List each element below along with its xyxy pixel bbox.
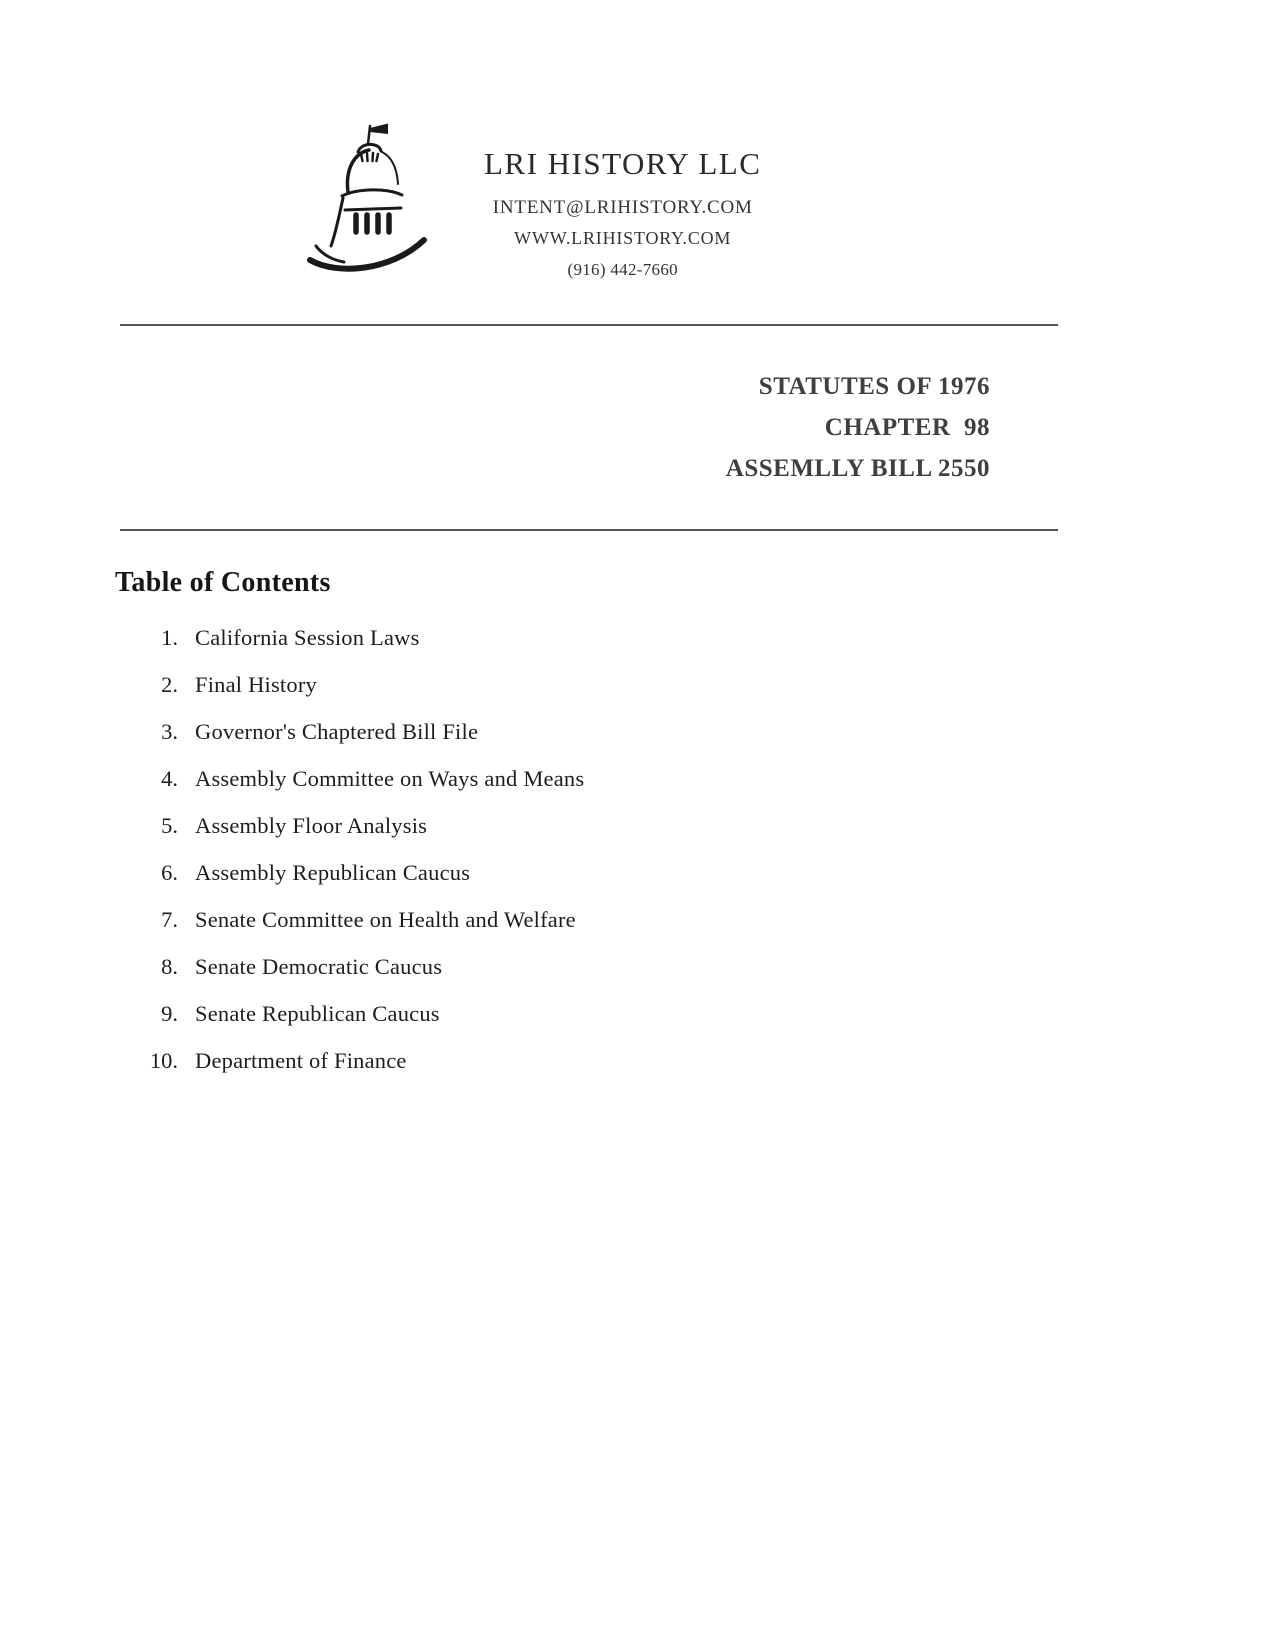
document-header [0, 0, 1276, 284]
toc-item-number: 3. [161, 719, 178, 744]
toc-item-number: 5. [161, 813, 178, 838]
toc-item-number: 4. [161, 766, 178, 791]
toc-item [128, 719, 1276, 766]
divider-top [120, 324, 1058, 326]
toc-item-number: 6. [161, 860, 178, 885]
email-text: INTENT@LRIHISTORY.COM [492, 197, 753, 218]
toc-item [128, 1048, 1276, 1095]
toc-item-label: Assembly Floor Analysis [195, 813, 428, 838]
company-contact-block [484, 146, 761, 280]
toc-item-number: 1. [161, 625, 178, 650]
statute-title-block [0, 366, 990, 489]
toc-item-label: California Session Laws [195, 625, 420, 650]
toc-item [128, 907, 1276, 954]
divider-bottom [120, 529, 1058, 531]
capitol-dome-icon [298, 122, 450, 284]
toc-item-label: Assembly Committee on Ways and Means [195, 766, 585, 791]
phone-text: (916) 442-7660 [567, 260, 678, 279]
toc-item-label: Assembly Republican Caucus [195, 860, 471, 885]
toc-item [128, 672, 1276, 719]
toc-item-number: 2. [161, 672, 178, 697]
toc-item [128, 813, 1276, 860]
statutes-line: STATUTES OF 1976 [758, 373, 990, 400]
toc-heading: Table of Contents [115, 567, 331, 598]
toc-item-label: Senate Democratic Caucus [195, 954, 443, 979]
website-text: WWW.LRIHISTORY.COM [514, 228, 732, 248]
toc-item [128, 1001, 1276, 1048]
capitol-dome-logo [298, 122, 450, 284]
toc-item-number: 9. [161, 1001, 178, 1026]
toc-item-label: Senate Republican Caucus [195, 1001, 440, 1026]
toc-item-label: Department of Finance [195, 1048, 407, 1073]
toc-item-label: Governor's Chaptered Bill File [195, 719, 479, 744]
toc-item [128, 766, 1276, 813]
chapter-line: CHAPTER 98 [824, 414, 990, 441]
bill-line: ASSEMLLY BILL 2550 [725, 455, 990, 482]
toc-item [128, 860, 1276, 907]
toc-item-label: Final History [195, 672, 317, 697]
toc-item-number: 10. [149, 1048, 178, 1073]
toc-item-number: 7. [161, 907, 178, 932]
toc-item-number: 8. [161, 954, 178, 979]
toc-list [128, 625, 1276, 1095]
company-name: LRI HISTORY LLC [484, 146, 762, 181]
toc-item [128, 625, 1276, 672]
toc-item [128, 954, 1276, 1001]
toc-item-label: Senate Committee on Health and Welfare [195, 907, 576, 932]
